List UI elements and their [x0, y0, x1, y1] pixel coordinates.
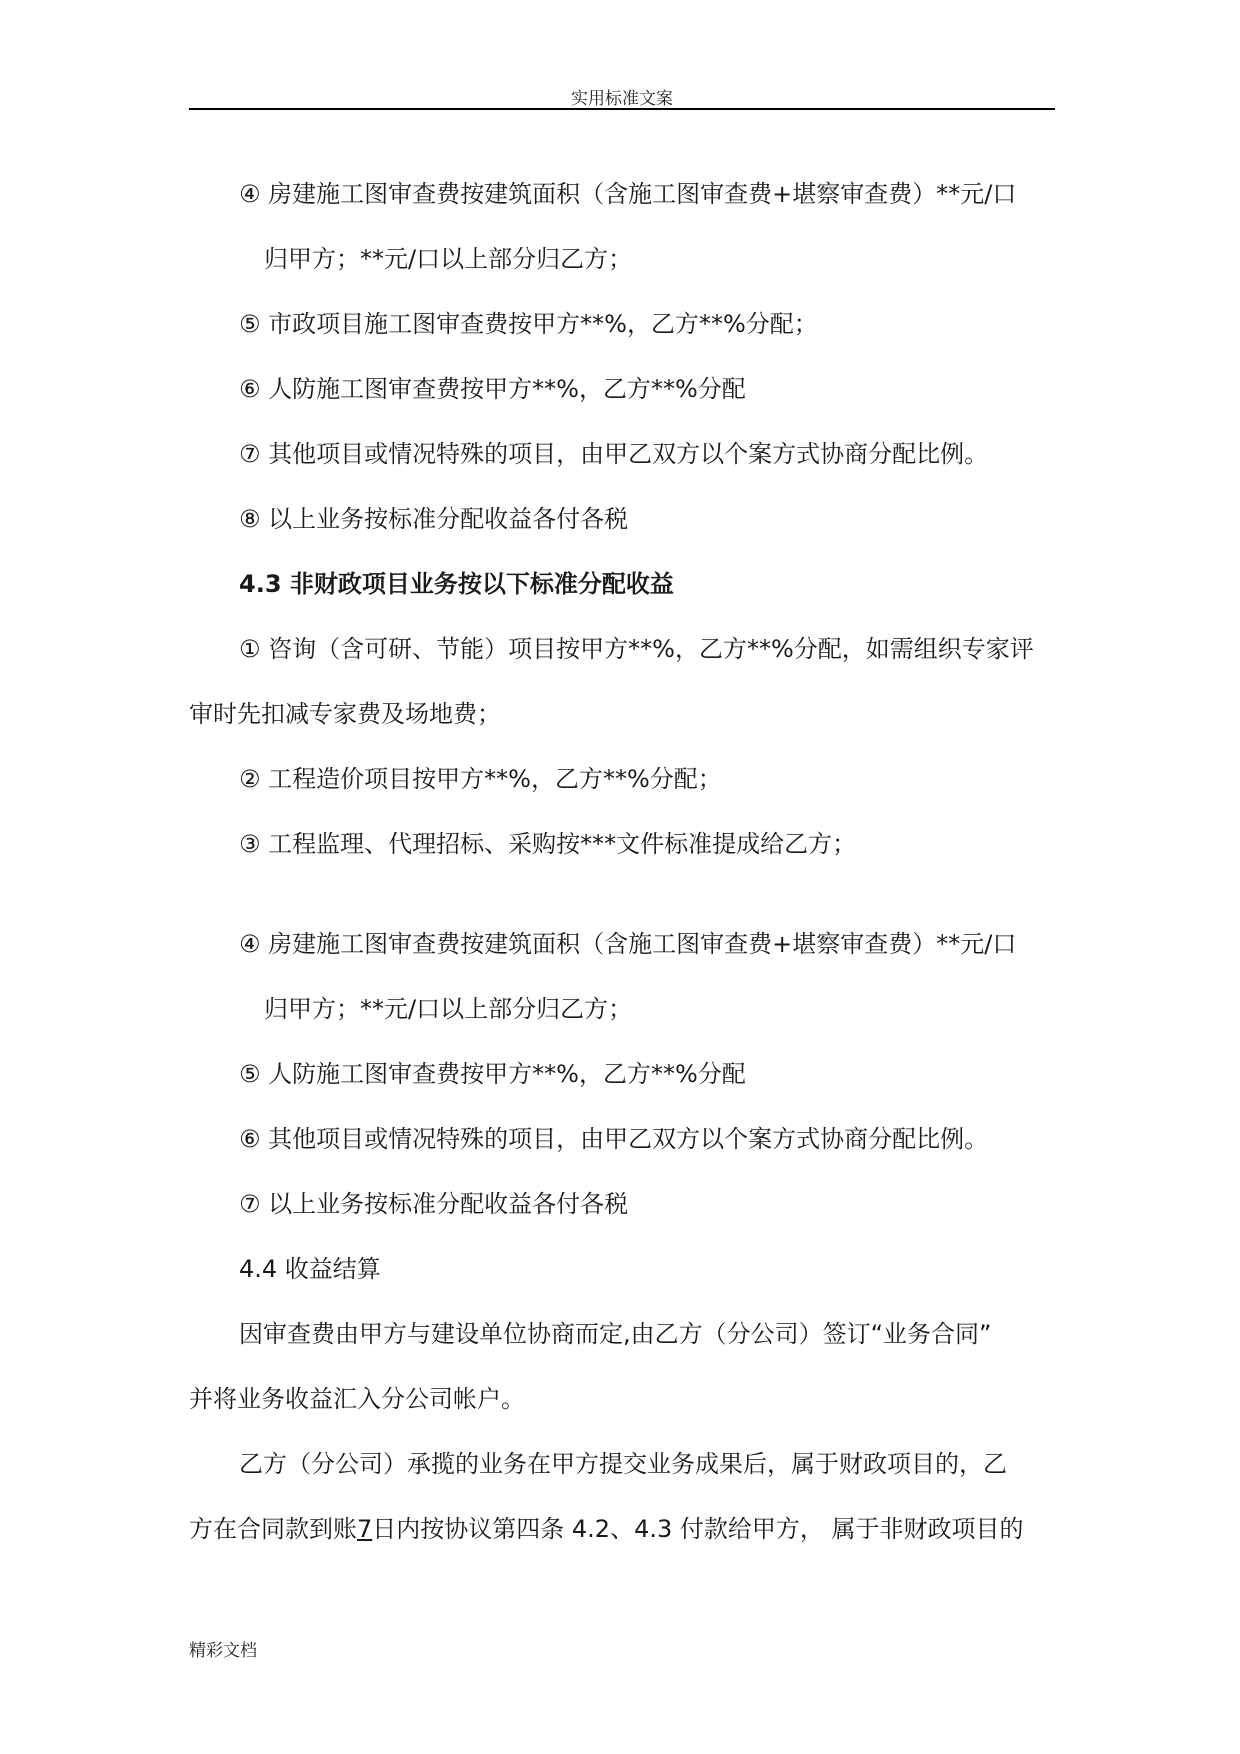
paragraph-line: ⑤ 人防施工图审查费按甲方**%，乙方**%分配	[239, 1060, 746, 1088]
underlined-days: 7	[357, 1515, 373, 1543]
page-footer: 精彩文档	[189, 1641, 257, 1661]
paragraph-line: ① 咨询（含可研、节能）项目按甲方**%，乙方**%分配，如需组织专家评	[239, 635, 1034, 663]
page-header: 实用标准文案	[571, 89, 673, 109]
paragraph-line: ③ 工程监理、代理招标、采购按***文件标准提成给乙方；	[239, 830, 857, 858]
paragraph-line: 归甲方；**元/口以上部分归乙方；	[264, 995, 633, 1023]
section-heading: 4.4 收益结算	[239, 1255, 381, 1283]
paragraph-line: ④ 房建施工图审查费按建筑面积（含施工图审查费+堪察审查费）**元/口	[239, 930, 1017, 958]
paragraph-line: ② 工程造价项目按甲方**%，乙方**%分配；	[239, 765, 722, 793]
paragraph-line: 审时先扣减专家费及场地费；	[189, 700, 501, 728]
paragraph-line: 乙方（分公司）承揽的业务在甲方提交业务成果后，属于财政项目的，乙	[239, 1450, 1007, 1478]
paragraph-line: ⑧ 以上业务按标准分配收益各付各税	[239, 505, 629, 533]
paragraph-line: 因审查费由甲方与建设单位协商而定,由乙方（分公司）签订“业务合同”	[239, 1320, 992, 1348]
paragraph-line: ⑤ 市政项目施工图审查费按甲方**%，乙方**%分配；	[239, 310, 818, 338]
header-rule	[189, 108, 1055, 110]
paragraph-line: ⑥ 人防施工图审查费按甲方**%，乙方**%分配	[239, 375, 746, 403]
paragraph-line: 并将业务收益汇入分公司帐户。	[189, 1385, 525, 1413]
paragraph-line	[189, 1512, 1055, 1546]
text-span: 方在合同款到账	[189, 1515, 357, 1543]
text-span: 日内按协议第四条 4.2、4.3 付款给甲方， 属于非财政项目的	[372, 1515, 1024, 1543]
paragraph-line: ⑥ 其他项目或情况特殊的项目，由甲乙双方以个案方式协商分配比例。	[239, 1125, 989, 1153]
paragraph-line: ⑦ 其他项目或情况特殊的项目，由甲乙双方以个案方式协商分配比例。	[239, 440, 989, 468]
paragraph-line: ⑦ 以上业务按标准分配收益各付各税	[239, 1190, 629, 1218]
section-heading: 4.3 非财政项目业务按以下标准分配收益	[239, 570, 674, 598]
paragraph-line: ④ 房建施工图审查费按建筑面积（含施工图审查费+堪察审查费）**元/口	[239, 180, 1017, 208]
paragraph-line: 归甲方；**元/口以上部分归乙方；	[264, 245, 633, 273]
